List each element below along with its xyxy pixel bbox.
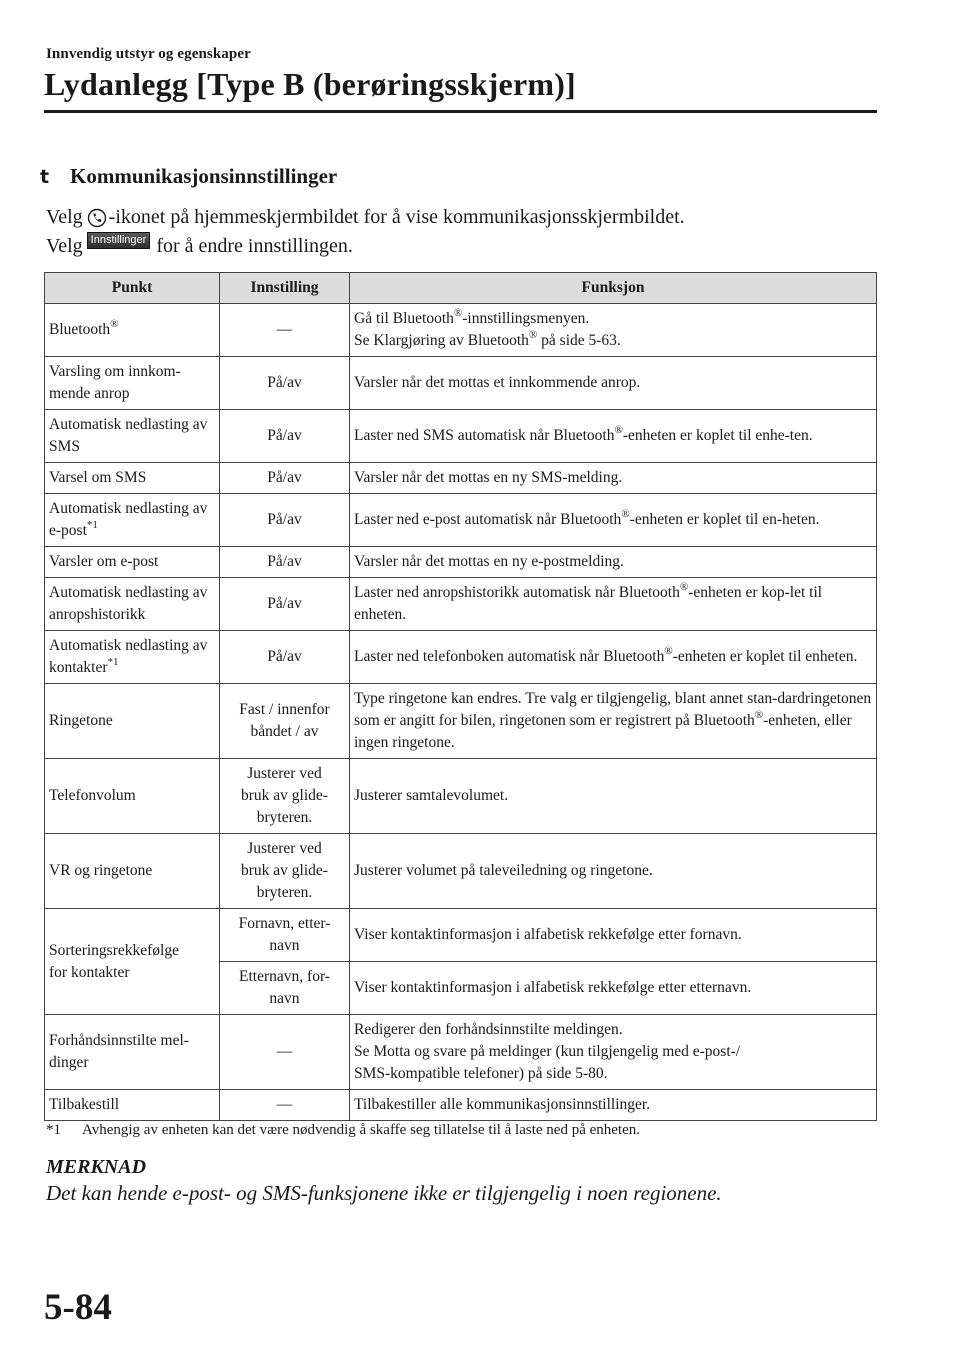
table-row — [45, 759, 877, 834]
cell-function: Varsler når det mottas en ny SMS-melding. — [350, 463, 877, 494]
cell-setting: På/av — [220, 463, 350, 494]
cell-function: Varsler når det mottas en ny e-postmelding. — [350, 547, 877, 578]
footnote — [46, 1122, 640, 1139]
cell-function: Laster ned telefonboken automatisk når Bluetooth®-enheten er koplet til enheten. — [350, 631, 877, 684]
cell-item: Forhåndsinnstilte mel- dinger — [45, 1015, 220, 1090]
cell-item: Automatisk nedlasting av SMS — [45, 410, 220, 463]
cell-setting: Justerer ved bruk av glide- bryteren. — [220, 834, 350, 909]
section-bullet-icon: t — [40, 165, 50, 188]
table-row — [45, 1090, 877, 1121]
table-row — [45, 909, 877, 962]
cell-setting: — — [220, 1015, 350, 1090]
intro-line-2-post: for å endre innstillingen. — [156, 235, 353, 257]
cell-setting: På/av — [220, 547, 350, 578]
header-item: Punkt — [45, 273, 220, 304]
section-heading — [40, 164, 337, 189]
header-function: Funksjon — [350, 273, 877, 304]
note-heading: MERKNAD — [46, 1156, 147, 1178]
table-row — [45, 631, 877, 684]
cell-item: Telefonvolum — [45, 759, 220, 834]
table-row — [45, 494, 877, 547]
phone-icon — [87, 208, 107, 228]
cell-function: Laster ned SMS automatisk når Bluetooth®-enheten er koplet til enhe-ten. — [350, 410, 877, 463]
table-row — [45, 304, 877, 357]
cell-item: VR og ringetone — [45, 834, 220, 909]
cell-item: Tilbakestill — [45, 1090, 220, 1121]
cell-function: Gå til Bluetooth®-innstillingsmenyen. Se Klargjøring av Bluetooth® på side 5-63. — [350, 304, 877, 357]
table-row — [45, 834, 877, 909]
cell-function: Justerer volumet på taleveiledning og ringetone. — [350, 834, 877, 909]
cell-item: Automatisk nedlasting av kontakter$^{*1}$ — [45, 631, 220, 684]
cell-item: Varsler om e-post — [45, 547, 220, 578]
table-row — [45, 547, 877, 578]
cell-function: Viser kontaktinformasjon i alfabetisk rekkefølge etter etternavn. — [350, 962, 877, 1015]
intro-line-1-post: -ikonet på hjemmeskjermbildet for å vise kommunikasjonsskjermbildet. — [108, 206, 685, 228]
table-header-row — [45, 273, 877, 304]
intro-line-2-pre: Velg — [46, 235, 83, 257]
header-divider — [44, 110, 877, 113]
cell-setting: — — [220, 1090, 350, 1121]
cell-function: Type ringetone kan endres. Tre valg er tilgjengelig, blant annet stan-dardringetonen som er angitt for bilen, ringetonen som er registrert på Bluetooth®-enheten, eller ingen ringetone. — [350, 684, 877, 759]
footnote-text: Avhengig av enheten kan det være nødvendig å skaffe seg tillatelse til å laste ned på enheten. — [82, 1122, 641, 1138]
cell-function: Redigerer den forhåndsinnstilte meldingen. Se Motta og svare på meldinger (kun tilgjengelig med e-post-/ SMS-kompatible telefoner) på side 5-80. — [350, 1015, 877, 1090]
table-row — [45, 463, 877, 494]
page-number: 5-84 — [44, 1287, 112, 1328]
cell-setting: På/av — [220, 410, 350, 463]
cell-item: Varsel om SMS — [45, 463, 220, 494]
cell-item: Varsling om innkom- mende anrop — [45, 357, 220, 410]
table-row — [45, 684, 877, 759]
cell-setting: På/av — [220, 357, 350, 410]
cell-setting: På/av — [220, 578, 350, 631]
table-row — [45, 357, 877, 410]
cell-function: Laster ned anropshistorikk automatisk når Bluetooth®-enheten er kop-let til enheten. — [350, 578, 877, 631]
table-row — [45, 1015, 877, 1090]
cell-setting: På/av — [220, 631, 350, 684]
page-title: Lydanlegg [Type B (berøringsskjerm)] — [44, 66, 576, 102]
cell-function: Varsler når det mottas et innkommende anrop. — [350, 357, 877, 410]
cell-item: Bluetooth® — [45, 304, 220, 357]
intro-line-2 — [46, 235, 353, 258]
cell-item: Ringetone — [45, 684, 220, 759]
cell-function: Justerer samtalevolumet. — [350, 759, 877, 834]
intro-line-1 — [46, 206, 685, 229]
cell-setting: Justerer ved bruk av glide- bryteren. — [220, 759, 350, 834]
note-text: Det kan hende e-post- og SMS-funksjonene ikke er tilgjengelig i noen regionene. — [46, 1181, 722, 1205]
cell-function: Laster ned e-post automatisk når Bluetooth®-enheten er koplet til en-heten. — [350, 494, 877, 547]
cell-function: Viser kontaktinformasjon i alfabetisk rekkefølge etter fornavn. — [350, 909, 877, 962]
header-setting: Innstilling — [220, 273, 350, 304]
chapter-label: Innvendig utstyr og egenskaper — [46, 46, 251, 62]
cell-item: Automatisk nedlasting av anropshistorikk — [45, 578, 220, 631]
cell-setting: Fornavn, etter- navn — [220, 909, 350, 962]
cell-item: Automatisk nedlasting av e-post$^{*1}$ — [45, 494, 220, 547]
settings-button-image: Innstillinger — [87, 232, 151, 249]
intro-line-1-pre: Velg — [46, 206, 83, 228]
table-row — [45, 410, 877, 463]
cell-function: Tilbakestiller alle kommunikasjonsinnstillinger. — [350, 1090, 877, 1121]
cell-setting: På/av — [220, 494, 350, 547]
cell-setting: Fast / innenfor båndet / av — [220, 684, 350, 759]
cell-item: Sorteringsrekkefølge for kontakter — [45, 909, 220, 1015]
section-heading-text: Kommunikasjonsinnstillinger — [70, 164, 338, 188]
footnote-mark: *1 — [46, 1122, 61, 1138]
table-row — [45, 578, 877, 631]
communication-settings-table — [44, 272, 877, 1121]
cell-setting: — — [220, 304, 350, 357]
cell-setting: Etternavn, for- navn — [220, 962, 350, 1015]
